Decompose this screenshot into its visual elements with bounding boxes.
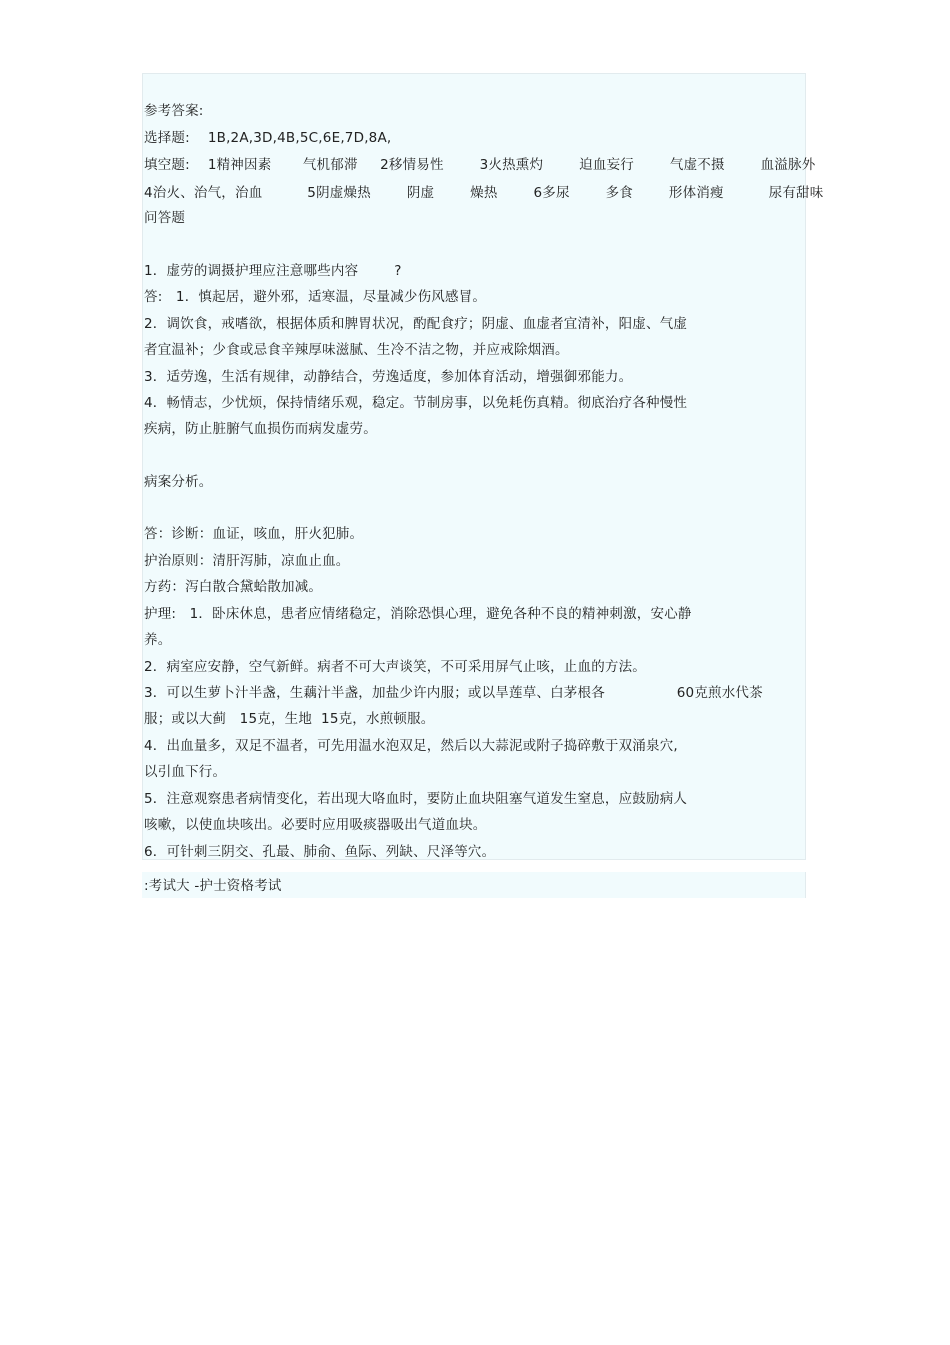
case-care-3-line-1: 3．可以生萝卜汁半盏，生藕汁半盏，加盐少许内服；或以旱莲草、白茅根各 60克煎水代茶 [144,685,763,701]
case-care-3-line-2: 服；或以大蓟 15克，生地 15克，水煎顿服。 [144,711,435,727]
question-1-title: 1．虚劳的调摄护理应注意哪些内容 ? [144,263,402,279]
case-care-1-line-2: 养。 [144,632,172,648]
case-principle: 护治原则：清肝泻肺，凉血止血。 [144,553,350,569]
question-1-answer-4-line-1: 4．畅情志，少忧烦，保持情绪乐观，稳定。节制房事，以免耗伤真精。彻底治疗各种慢性 [144,395,688,411]
case-care-2: 2．病室应安静，空气新鲜。病者不可大声谈笑，不可采用屏气止咳，止血的方法。 [144,659,646,675]
case-care-5-line-1: 5．注意观察患者病情变化，若出现大咯血时，要防止血块阻塞气道发生窒息，应鼓励病人 [144,791,688,807]
question-1-answer-1: 答: 1．慎起居，避外邪，适寒温，尽量减少伤风感冒。 [144,289,487,305]
case-care-4-line-1: 4．出血量多，双足不温者，可先用温水泡双足，然后以大蒜泥或附子捣碎敷于双涌泉穴, [144,738,678,754]
answers-heading: 参考答案: [144,103,204,119]
source-footer: :考试大 -护士资格考试 [144,878,282,894]
case-care-5-line-2: 咳嗽，以使血块咳出。必要时应用吸痰器吸出气道血块。 [144,817,487,833]
case-diagnosis: 答：诊断：血证，咳血，肝火犯肺。 [144,526,364,542]
case-care-1-line-1: 护理: 1．卧床休息，患者应情绪稳定，消除恐惧心理，避免各种不良的精神刺激，安心静 [144,606,692,622]
question-1-answer-3: 3．适劳逸，生活有规律，动静结合，劳逸适度，参加体育活动，增强御邪能力。 [144,369,633,385]
case-care-6: 6．可针刺三阴交、孔最、肺俞、鱼际、列缺、尺泽等穴。 [144,844,496,860]
case-heading: 病案分析。 [144,474,213,490]
question-1-answer-4-line-2: 疾病，防止脏腑气血损伤而病发虚劳。 [144,421,377,437]
qa-heading: 问答题 [144,210,186,226]
choice-answers: 选择题: 1B,2A,3D,4B,5C,6E,7D,8A, [144,130,392,146]
question-1-answer-2-line-2: 者宜温补；少食或忌食辛辣厚味滋腻、生冷不洁之物，并应戒除烟酒。 [144,342,569,358]
fill-answers-line-2: 4治火、治气，治血 5阴虚燥热 阴虚 燥热 6多尿 多食 形体消瘦 尿有甜味 [144,185,824,201]
fill-answers-line-1: 填空题: 1精神因素 气机郁滞 2移情易性 3火热熏灼 迫血妄行 气虚不摄 血溢脉外 [144,157,816,173]
case-prescription: 方药：泻白散合黛蛤散加减。 [144,579,323,595]
case-care-4-line-2: 以引血下行。 [144,764,227,780]
question-1-answer-2-line-1: 2．调饮食，戒嗜欲，根据体质和脾胃状况，酌配食疗；阴虚、血虚者宜清补，阳虚、气虚 [144,316,688,332]
